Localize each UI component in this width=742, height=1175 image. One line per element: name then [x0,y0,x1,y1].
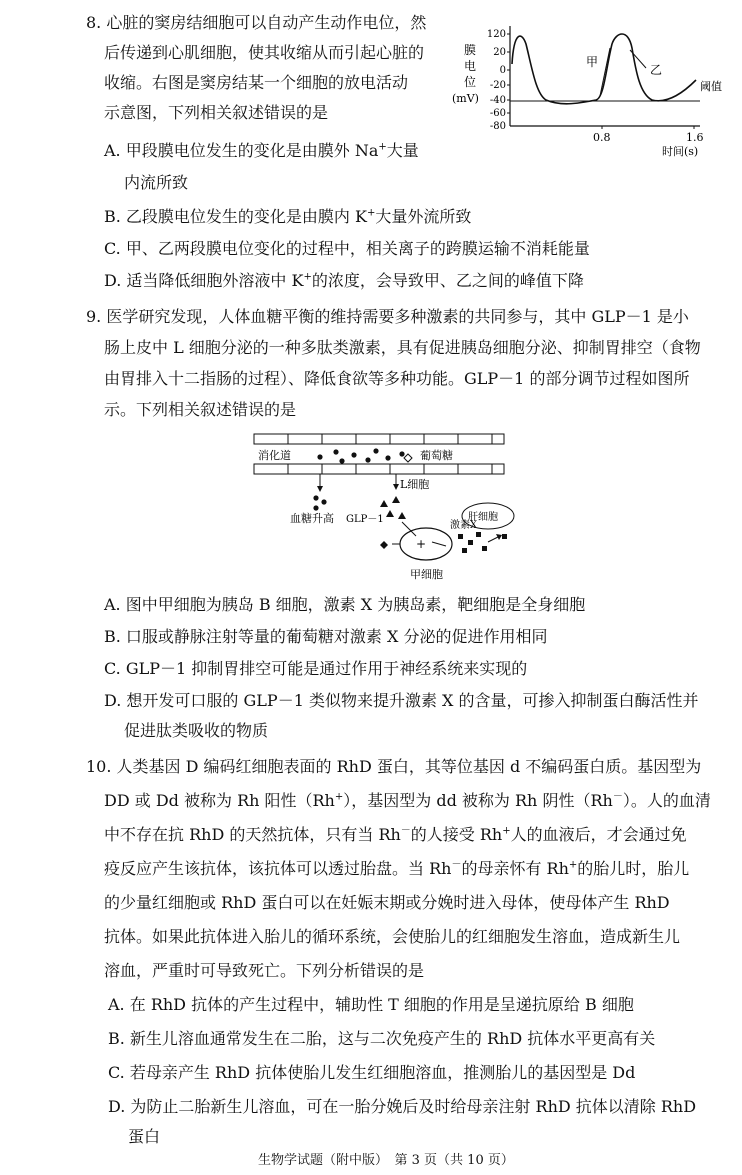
q10-stem-line-5: 的少量红细胞或 RhD 蛋白可以在妊娠末期或分娩时进入母体，使母体产生 RhD [104,893,670,912]
label-glucose: 葡萄糖 [420,449,453,462]
q9-stem-line-2: 肠上皮中 L 细胞分泌的一种多肽类激素，具有促进胰岛细胞分泌、抑制胃排空（食物 [104,338,701,357]
graph-label-threshold: 阈值 [700,80,722,93]
ytick-neg60: -60 [489,108,506,119]
q9-option-b: B. 口服或静脉注射等量的葡萄糖对激素 X 分泌的促进作用相同 [104,627,548,646]
q8-membrane-potential-graph [450,8,735,163]
q10-option-c: C. 若母亲产生 RhD 抗体使胎儿发生红细胞溶血，推测胎儿的基因型是 Dd [108,1063,636,1082]
q10-stem-line-1: 10. 人类基因 D 编码红细胞表面的 RhD 蛋白，其等位基因 d 不编码蛋白质。基因型为 [86,757,702,776]
xtick-0-8: 0.8 [593,131,611,144]
label-liver-cell: 肝细胞 [468,512,498,523]
ytick-neg20: -20 [489,80,506,91]
label-glp1: GLP－1 [346,514,384,525]
action-potential-curve [512,34,696,104]
graph-label-yi: 乙 [650,63,663,77]
page-footer: 生物学试题（附中版） 第 3 页（共 10 页） [258,1153,514,1168]
graph-ylabel-char-2: 电 [464,59,477,73]
q10-stem-line-7: 溶血，严重时可导致死亡。下列分析错误的是 [104,961,425,980]
q9-option-a: A. 图中甲细胞为胰岛 B 细胞，激素 X 为胰岛素，靶细胞是全身细胞 [104,595,586,614]
q8-stem-line-3: 收缩。右图是窦房结某一个细胞的放电活动 [104,73,409,92]
q10-stem-line-2: DD 或 Dd 被称为 Rh 阳性（Rh+），基因型为 dd 被称为 Rh 阴性（Rh－）。人的血清 [104,791,711,810]
label-jia-cell: 甲细胞 [410,568,443,581]
q9-option-d: D. 想开发可口服的 GLP－1 类似物来提升激素 X 的含量，可掺入抑制蛋白酶活性并 [104,691,699,710]
q10-stem-line-4: 疫反应产生该抗体，该抗体可以透过胎盘。当 Rh－的母亲怀有 Rh+的胎儿时，胎儿 [104,859,690,878]
label-hormone-x: 激素X [450,520,478,531]
q10-stem-line-6: 抗体。如果此抗体进入胎儿的循环系统，会使胎儿的红细胞发生溶血，造成新生儿 [104,927,681,946]
ytick-neg80: -80 [489,121,506,132]
label-l-cell: L细胞 [400,478,430,491]
q9-option-c: C. GLP－1 抑制胃排空可能是通过作用于神经系统来实现的 [104,659,528,678]
q8-option-d: D. 适当降低细胞外溶液中 K+的浓度，会导致甲、乙之间的峰值下降 [104,271,584,290]
graph-label-jia: 甲 [586,55,599,69]
q8-stem-line-4: 示意图，下列相关叙述错误的是 [104,103,329,122]
xtick-1-6: 1.6 [686,131,704,144]
q8-stem-line-2: 后传递到心肌细胞，使其收缩从而引起心脏的 [104,43,425,62]
q10-option-b: B. 新生儿溶血通常发生在二胎，这与二次免疫产生的 RhD 抗体水平更高有关 [108,1029,656,1048]
jia-cell-plus: + [416,537,427,551]
q8-option-b: B. 乙段膜电位发生的变化是由膜内 K+大量外流所致 [104,207,472,226]
graph-ylabel-char-3: 位 [464,75,477,89]
q10-option-a: A. 在 RhD 抗体的产生过程中，辅助性 T 细胞的作用是呈递抗原给 B 细胞 [108,995,634,1014]
q10-option-d: D. 为防止二胎新生儿溶血，可在一胎分娩后及时给母亲注射 RhD 抗体以清除 RhD [108,1097,697,1116]
q9-option-d-cont: 促进肽类吸收的物质 [124,721,269,740]
graph-xlabel: 时间(s) [662,145,699,158]
q8-option-c: C. 甲、乙两段膜电位变化的过程中，相关离子的跨膜运输不消耗能量 [104,239,590,258]
graph-y-unit: (mV) [452,92,479,105]
ytick-neg40: -40 [489,95,506,106]
q9-stem-line-4: 示。下列相关叙述错误的是 [104,400,297,419]
q8-option-a-cont: 内流所致 [124,173,189,192]
ytick-20: 20 [493,47,506,58]
ytick-120: 120 [486,29,506,40]
label-blood-sugar-rise: 血糖升高 [290,512,334,525]
q10-stem-line-3: 中不存在抗 RhD 的天然抗体，只有当 Rh－的人接受 Rh+人的血液后，才会通过免 [104,825,687,844]
q9-stem-line-3: 由胃排入十二指肠的过程）、降低食欲等多种功能。GLP－1 的部分调节过程如图所 [104,369,690,388]
graph-ylabel-char-1: 膜 [464,43,477,57]
q9-stem-line-1: 9. 医学研究发现，人体血糖平衡的维持需要多种激素的共同参与，其中 GLP－1 是小 [86,307,689,326]
q8-option-a: A. 甲段膜电位发生的变化是由膜外 Na+大量 [104,141,419,160]
label-digestive-tract: 消化道 [258,449,291,462]
yi-pointer [630,50,646,68]
q8-stem-line-1: 8. 心脏的窦房结细胞可以自动产生动作电位，然 [86,13,427,32]
q10-option-d-cont: 蛋白 [128,1127,161,1146]
ytick-0: 0 [499,65,506,76]
jia-pointer [600,48,610,96]
q9-glp1-regulation-diagram [250,430,520,588]
